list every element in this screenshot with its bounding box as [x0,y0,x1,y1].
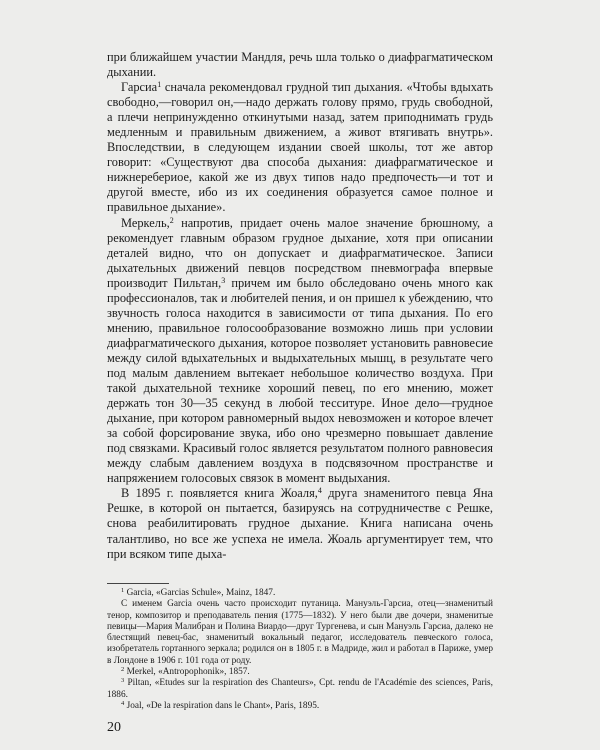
paragraph-3-text-c: причем им было обследовано очень много как профессионалов, так и любителей пения, и он пришел к убеждению, что звучность голоса находится в зависимости от типа дыхания. По его мнению, правильное голосообразование возможно лишь при условии диафрагматического дыхания, которое позволяет установить равновесие между силой вдыхательных и выдыхательных мышц, в результате чего под малым давлением вытекает небольшое количество воздуха. При такой дыхательной технике хороший певец, по его мнению, может держать тон 30—35 секунд в любой тесситуре. Иное дело—грудное дыхание, при котором равномерный выдох невозможен и которое влечет за собой форсирование звука, ибо оно чрезмерно повышает давление под связками. Красивый голос является результатом полного равновесия между слабым давлением воздуха в подсвязочном пространстве и напряжением голосовых связок в момент выдыхания. [107,275,493,486]
footnote-marker-3: 3 [221,275,226,285]
footnote-text: Merkel, «Antropophonik», 1857. [124,667,250,678]
footnote-number: 1 [121,587,125,594]
paragraph-2-text-b: сначала рекомендовал грудной тип дыхания. «Чтобы вдыхать свободно,—говорил он,—надо держать голову прямо, грудь свободной, а плечи непринужденно откинутыми назад, затем приподнимать грудь медленным и правильным движением, а живот втягивать внутрь». Впоследствии, в следующем издании своей школы, тот же автор говорит: «Существуют два способа дыхания: диафрагматическое и нижнеребериое, какой же из двух типов надо предпочесть—и тот и другой вместе, ибо из их соединения образуется самое полное и правильное дыхание». [107,80,493,215]
page-number: 20 [107,720,121,735]
paragraph-3 [107,216,493,487]
footnote-2 [107,667,493,678]
paragraph-3-text-a: Меркель, [121,215,170,230]
footnote-text: Joal, «De la respiration dans le Chant», Paris, 1895. [124,700,320,711]
main-text [107,50,493,562]
footnote-marker-4: 4 [317,486,322,496]
footnote-1-continuation [107,599,493,667]
paragraph-1 [107,50,493,80]
paragraph-1-text: при ближайшем участии Мандля, речь шла только о диафрагматическом дыхании. [107,50,493,80]
footnotes [107,588,493,712]
footnote-marker-1: 1 [157,80,162,90]
footnote-text: С именем Garcia очень часто происходит путаница. Мануэль-Гарсиа, отец—знаменитый тенор, композитор и преподаватель пения (1775—1832). У него были две дочери, знаменитые певицы—Мария Малибран и Полина Виардо—друг Тургенева, и сын Мануэль Гарсиа, далеко не блестящий певец-бас, знаменитый вокальный педагог, исследователь певческого голоса, изобретатель гортанного зеркала; родился он в 1805 г. в Мадриде, жил и работал в Париже, умер в Лондоне в 1906 г. 101 года от роду. [107,599,493,666]
paragraph-2 [107,80,493,215]
paragraph-4-text-a: В 1895 г. появляется книга Жоаля, [121,486,318,501]
footnote-4 [107,701,493,712]
footnote-3 [107,678,493,701]
footnote-number: 4 [121,699,125,707]
paragraph-4-text-b: друга знаменитого певца Яна Решке, в которой он пытается, базируясь на сотрудничестве с Решке, снова реабилитировать грудное дыхание. Книга написана очень талантливо, но все же успеха не имела. Жоаль аргументирует тем, что при всяком типе дыха- [107,486,493,561]
footnote-text: Garcia, «Garcias Schule», Mainz, 1847. [124,588,276,598]
paragraph-2-text-a: Гарсиа [121,80,158,95]
footnote-divider [107,583,169,584]
paragraph-3-text-b: напротив, придает очень малое значение брюшному, а рекомендует главным образом грудное дыхание, хотя при описании деталей видно, что он допускает и диафрагматическое. Записи дыхательных движений певцов посредством пневмографа впервые производит Пильтан, [107,215,493,290]
paragraph-4 [107,486,493,561]
footnote-1 [107,588,493,599]
footnote-number: 3 [121,677,125,685]
footnote-marker-2: 2 [169,215,174,225]
footnote-number: 2 [121,666,125,674]
footnote-text: Piltan, «Etudes sur la respiration des Chanteurs», Cpt. rendu de l'Académie des sciences, Paris, 1886. [107,678,493,700]
